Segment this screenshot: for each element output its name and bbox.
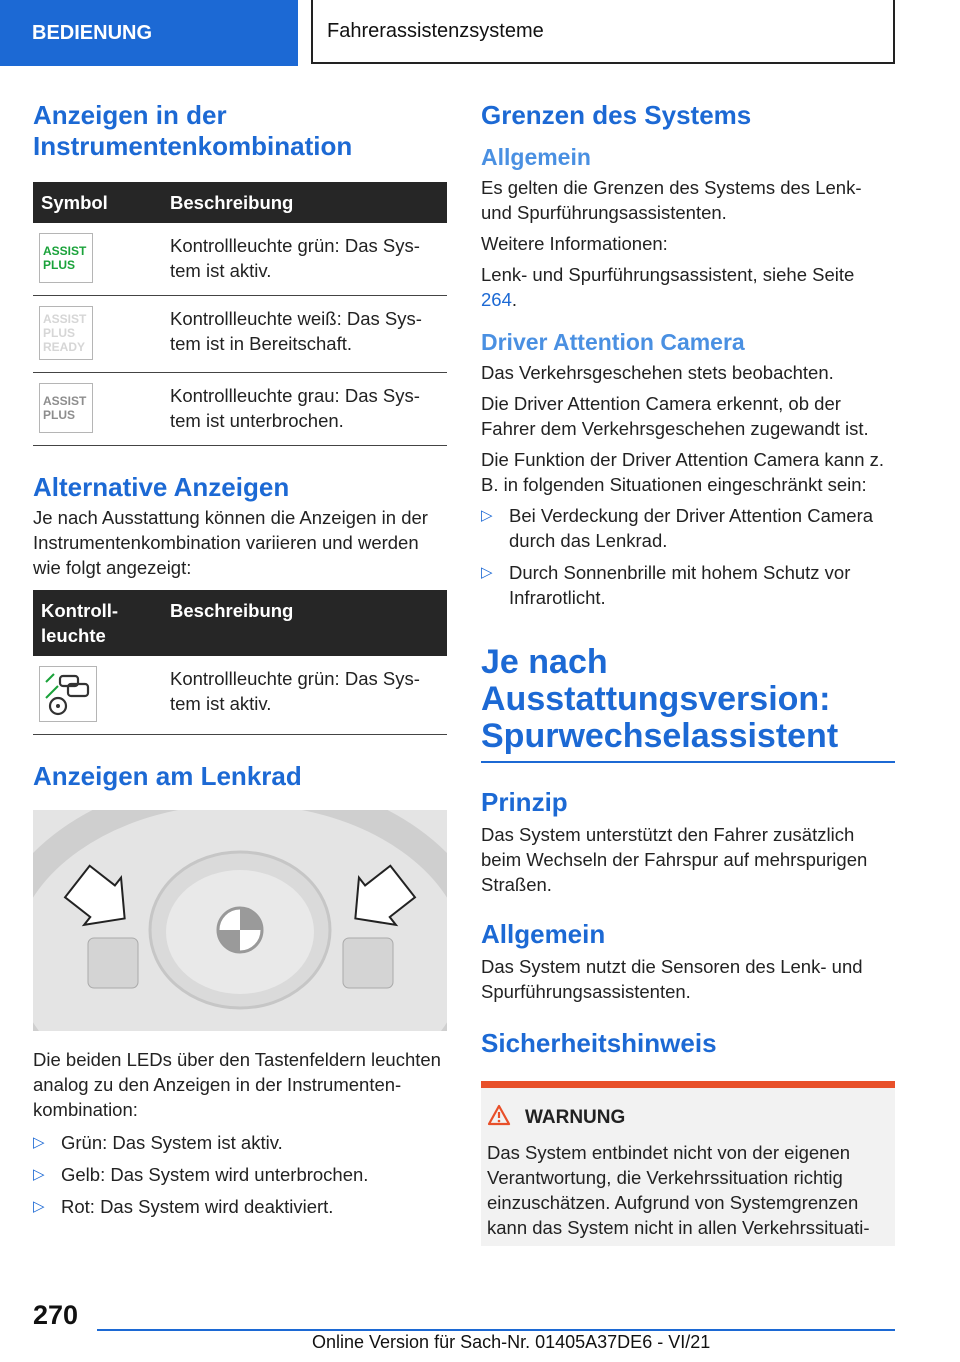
table-row <box>33 656 447 735</box>
page-link[interactable]: 264 <box>481 289 512 310</box>
section-title: BEDIENUNG <box>32 21 153 44</box>
desc-cell: Kontrollleuchte grau: Das System ist unterbrochen. <box>162 373 447 446</box>
heading-prinzip: Prinzip <box>481 787 568 817</box>
steering-car-assist-icon <box>39 666 97 722</box>
assist-plus-green-icon: ASSIST PLUS <box>39 233 93 283</box>
triangle-bullet-icon: ▷ <box>33 1198 45 1215</box>
alt-indicator-table <box>33 590 447 735</box>
symbol-cell <box>33 296 162 373</box>
paragraph-weitere: Weitere Informationen: <box>481 233 668 254</box>
table-row <box>33 296 447 373</box>
footer-text: Online Version für Sach-Nr. 01405A37DE6 - VI/21 <box>312 1332 711 1352</box>
heading-alternative-anzeigen: Alternative Anzeigen <box>33 472 290 502</box>
paragraph-dac-3: Die Funktion der Driver Attention Camera kann z. B. in folgenden Situationen eingeschränkt sein: <box>481 449 885 495</box>
symbol-table <box>33 182 447 446</box>
heading-anzeigen-instrumentenkombination: Anzeigen in der Instrumentenkombination <box>33 100 353 161</box>
heading-allgemein-1: Allgemein <box>481 144 591 170</box>
table-header-row <box>33 590 447 656</box>
heading-allgemein-2: Allgemein <box>481 919 606 949</box>
list-item: ▷ Durch Sonnenbrille mit hohem Schutz vor Infrarotlicht. <box>481 562 851 608</box>
col-kontrollleuchte-header: Kontrollleuchte <box>33 590 162 656</box>
desc-cell: Kontrollleuchte grün: Das System ist aktiv. <box>162 656 447 735</box>
heading-grenzen: Grenzen des Systems <box>481 100 752 130</box>
warning-title: WARNUNG <box>525 1107 626 1128</box>
paragraph-dac-1: Das Verkehrsgeschehen stets beobachten. <box>481 362 834 383</box>
list-item: ▷ Gelb: Das System wird unterbrochen. <box>33 1164 369 1185</box>
desc-cell: Kontrollleuchte grün: Das System ist aktiv. <box>162 223 447 296</box>
list-item: ▷ Rot: Das System wird deaktiviert. <box>33 1196 334 1217</box>
chapter-title: Fahrerassistenzsysteme <box>327 19 544 42</box>
list-item: ▷ Grün: Das System ist aktiv. <box>33 1132 283 1153</box>
paragraph-grenzen: Es gelten die Grenzen des Systems des Lenk- und Spurführungsassistenten. <box>481 177 862 223</box>
paragraph-alternative: Je nach Ausstattung können die Anzeigen in der Instrumentenkombination variieren und werden wie folgt angezeigt: <box>33 507 428 578</box>
paragraph-leds: Die beiden LEDs über den Tastenfeldern leuchten analog zu den Anzeigen in der Instrumentenkombination: <box>33 1049 441 1120</box>
heading-driver-attention-camera: Driver Attention Camera <box>481 329 745 355</box>
right-column <box>481 100 895 1246</box>
triangle-bullet-icon: ▷ <box>481 564 493 581</box>
section-tab <box>0 0 298 66</box>
assist-plus-grey-icon: ASSIST PLUS <box>39 383 93 433</box>
triangle-bullet-icon: ▷ <box>33 1166 45 1183</box>
page-number: 270 <box>33 1300 79 1330</box>
warning-box <box>481 1081 895 1246</box>
warning-title-row <box>487 1104 889 1132</box>
assist-plus-ready-icon: ASSIST PLUS READY <box>39 306 93 360</box>
symbol-cell <box>33 656 162 735</box>
triangle-bullet-icon: ▷ <box>481 507 493 524</box>
table-row <box>33 223 447 296</box>
warning-text: Das System entbindet nicht von der eigenen Verantwortung, die Verkehrssituation richtig einzuschätzen. Aufgrund von Systemgrenzen kann das System nicht in allen Verkehrssituati- <box>487 1142 870 1238</box>
footer-rule <box>97 1329 895 1331</box>
chapter-header <box>311 0 895 64</box>
list-item: ▷ Bei Verdeckung der Driver Attention Camera durch das Lenkrad. <box>481 505 874 551</box>
heading-underline <box>481 761 895 763</box>
desc-cell: Kontrollleuchte weiß: Das System ist in Bereitschaft. <box>162 296 447 373</box>
heading-sicherheitshinweis: Sicherheitshinweis <box>481 1028 717 1058</box>
col-symbol-header: Symbol <box>33 182 162 223</box>
triangle-bullet-icon: ▷ <box>33 1134 45 1151</box>
left-column <box>33 100 447 1219</box>
table-row <box>33 373 447 446</box>
heading-anzeigen-lenkrad: Anzeigen am Lenkrad <box>33 761 302 791</box>
paragraph-dac-2: Die Driver Attention Camera erkennt, ob der Fahrer dem Verkehrsgeschehen zugewandt ist. <box>481 393 869 439</box>
symbol-cell <box>33 223 162 296</box>
paragraph-siehe: Lenk- und Spurführungsassistent, siehe Seite 264. <box>481 264 855 310</box>
steering-wheel-illustration <box>33 810 447 1031</box>
paragraph-allgemein-2: Das System nutzt die Sensoren des Lenk- und Spurführungsassistenten. <box>481 956 863 1002</box>
col-desc-header: Beschreibung <box>162 182 447 223</box>
table-header-row <box>33 182 447 223</box>
paragraph-prinzip: Das System unterstützt den Fahrer zusätzlich beim Wechseln der Fahrspur auf mehrspurigen Straßen. <box>481 824 868 895</box>
col-desc-header: Beschreibung <box>162 590 447 656</box>
symbol-cell <box>33 373 162 446</box>
dac-bullet-list <box>481 503 895 610</box>
warning-triangle-icon <box>487 1104 525 1132</box>
led-bullet-list <box>33 1130 447 1219</box>
heading-spurwechselassistent: Je nach Ausstattungsversion: Spurwechselassistent <box>481 643 839 755</box>
